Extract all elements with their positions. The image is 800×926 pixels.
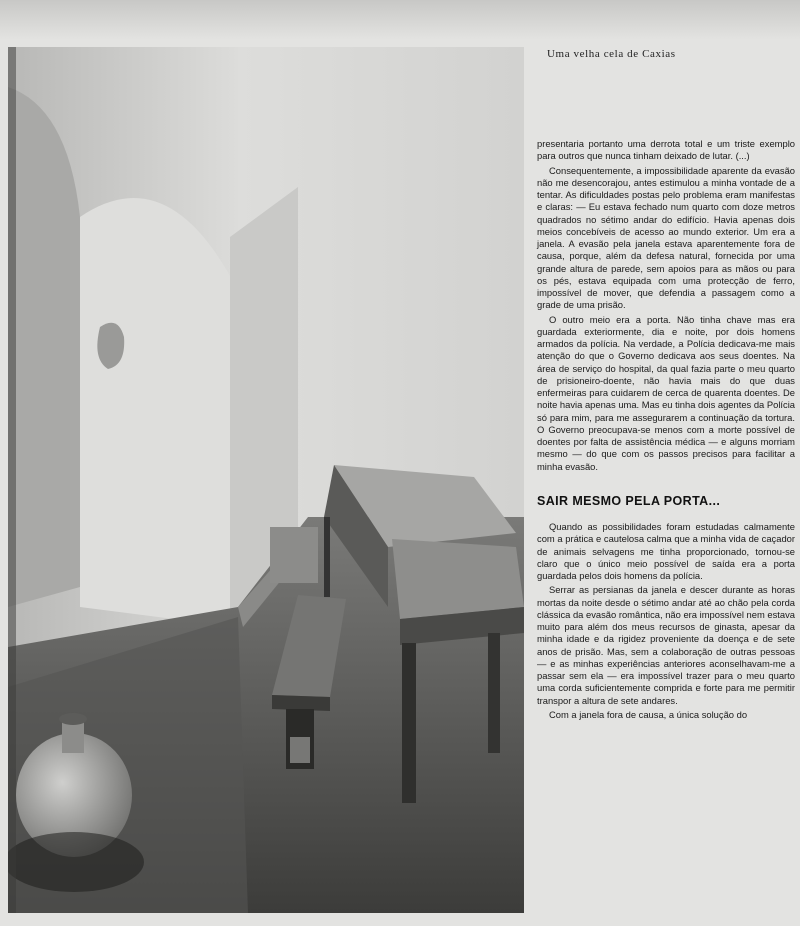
article-paragraph: Consequentemente, a impossibilidade aparente da evasão não me desencorajou, antes estimulou a minha vontade de a tentar. As dificuldades postas pelo problema eram manifestas e claras: — Eu estava fechado num quarto com doze metros quadrados no sétimo andar do edifício. Havia apenas dois meios concebíveis de acesso ao mundo exterior. Um era a janela. A evasão pela janela estava aparentemente fora de causa, porque, além da defesa natural, fornecida por uma grande altura de parede, sem apoios para as mãos ou para os pés, estava equipada com uma protecção de ferro, impossível de mover, que defendia a passagem como a grade de uma prisão. (537, 164, 795, 311)
article-paragraph: Com a janela fora de causa, a única solução do (549, 708, 748, 720)
article-column (537, 138, 795, 723)
article-paragraph: Quando as possibilidades foram estudadas calmamente com a prática e cautelosa calma que a minha vida de caçador de animais selvagens me tinha proporcionado, tornou-se claro que o único meio possível de saída era a porta guardada pelos dois homens da polícia. (537, 521, 795, 581)
cell-photo-illustration (8, 47, 524, 913)
photo-caption: Uma velha cela de Caxias (547, 48, 676, 60)
article-paragraph: Serrar as persianas da janela e descer durante as horas mortas da noite desde o sétimo andar até ao chão pela corda clássica da evasão romântica, não era impossível nem estava muito para além dos meus recursos de ginasta, apesar da minha idade e da rigidez proveniente da doença e de sete anos de prisão. Mas, sem a colaboração de outras pessoas — e as minhas experiências anteriores aconselhavam-me a passar sem ela — era impossível trazer para o meu quarto uma corda suficientemente comprida e forte para me permitir transpor a altura de sete andares. (537, 584, 795, 706)
article-paragraph: O outro meio era a porta. Não tinha chave mas era guardada exteriormente, dia e noite, por dois homens armados da polícia. Na verdade, a Polícia dedicava-me mais atenção do que o Governo dedicava aos seus doentes. Na área de serviço do hospital, da qual fazia parte o meu quarto de prisioneiro-doente, não havia mais do que duas enfermeiras para cuidarem de cerca de quarenta doentes. De noite havia apenas uma. Mas eu tinha dois agentes da Polícia só para mim, para me assegurarem a continuação da tortura. O Governo preocupava-se menos com a morte possível de doentes por falta de assistência médica — e alguns morriam mesmo — do que com os passos precisos para facilitar a minha evasão. (537, 313, 795, 472)
page-top-shadow (0, 0, 800, 40)
section-heading: SAIR MESMO PELA PORTA... (537, 493, 721, 508)
cell-photograph (8, 47, 524, 913)
article-paragraph: presentaria portanto uma derrota total e um triste exemplo para outros que nunca tinham deixado de lutar. (...) (537, 138, 795, 162)
